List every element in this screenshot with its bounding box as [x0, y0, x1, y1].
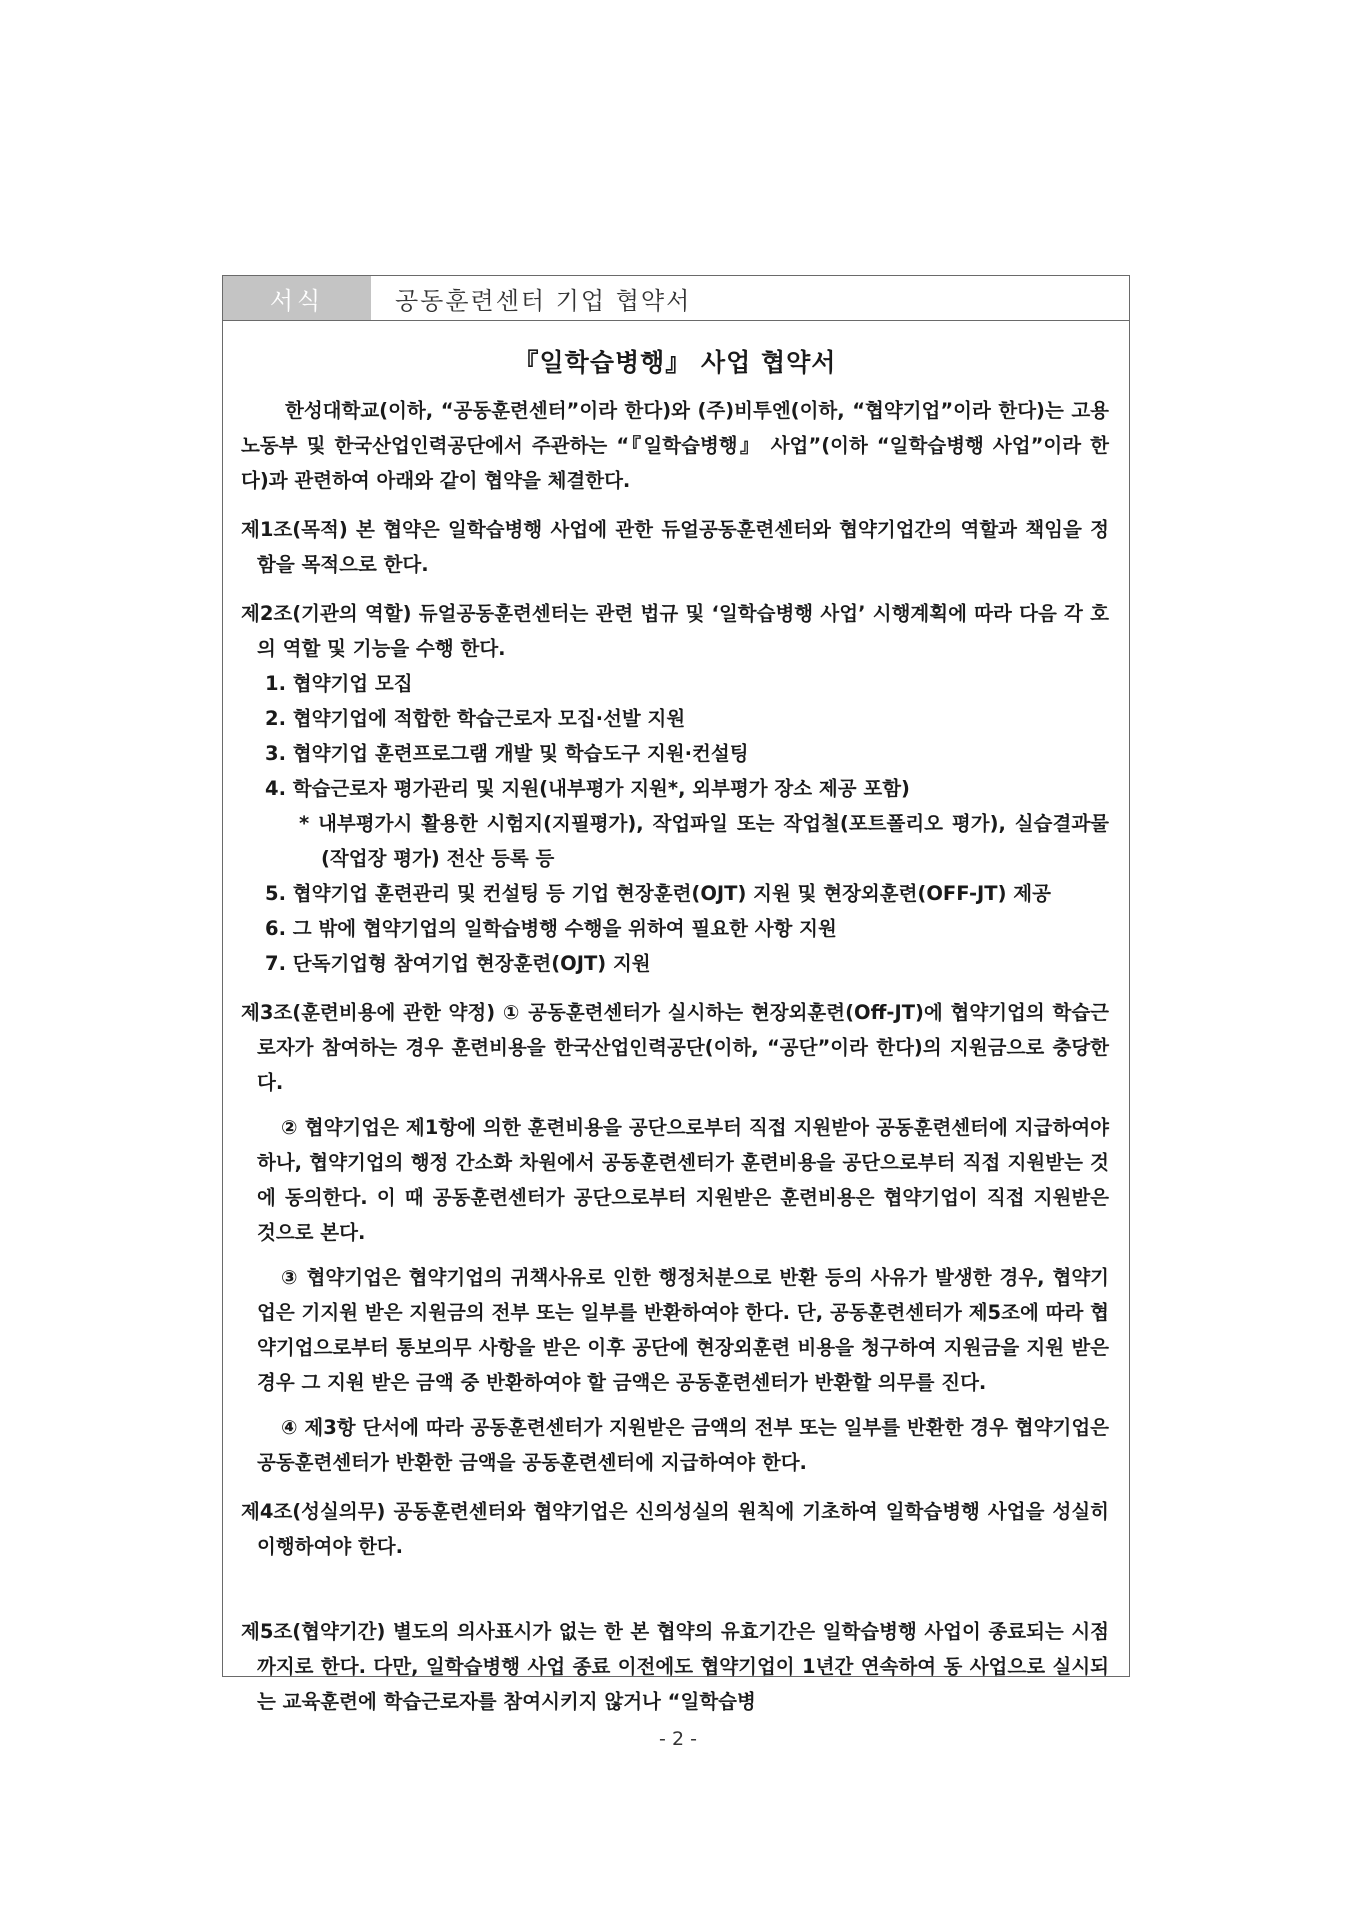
intro-paragraph: 한성대학교(이하, “공동훈련센터”이라 한다)와 (주)비투엔(이하, “협약기업”이라 한다)는 고용노동부 및 한국산업인력공단에서 주관하는 “『일학습병행』 사업”(이하 “일학습병행 사업”이라 한다)과 관련하여 아래와 같이 협약을 체결한다.: [241, 399, 1109, 492]
list-item: 4. 학습근로자 평가관리 및 지원(내부평가 지원*, 외부평가 장소 제공 포함): [265, 777, 910, 800]
article-1: 제1조(목적) 본 협약은 일학습병행 사업에 관한 듀얼공동훈련센터와 협약기업간의 역할과 책임을 정함을 목적으로 한다.: [241, 518, 1109, 576]
list-item: 6. 그 밖에 협약기업의 일학습병행 수행을 위하여 필요한 사항 지원: [265, 917, 837, 940]
article-3-clause-4: ④ 제3항 단서에 따라 공동훈련센터가 지원받은 금액의 전부 또는 일부를 반환한 경우 협약기업은 공동훈련센터가 반환한 금액을 공동훈련센터에 지급하여야 한다.: [257, 1416, 1109, 1474]
document-frame: [222, 275, 1130, 1713]
list-item: 1. 협약기업 모집: [265, 672, 413, 695]
form-title: 공동훈련센터 기업 협약서: [395, 286, 692, 315]
article-3-clause-3: ③ 협약기업은 협약기업의 귀책사유로 인한 행정처분으로 반환 등의 사유가 발생한 경우, 협약기업은 기지원 받은 지원금의 전부 또는 일부를 반환하여야 한다. 단, 공동훈련센터가 제5조에 따라 협약기업으로부터 통보의무 사항을 받은 이후 공단에 현장외훈련 비용을 청구하여 지원금을 지원 받은 경우 그 지원 받은 금액 중 반환하여야 할 금액은 공동훈련센터가 반환할 의무를 진다.: [257, 1266, 1109, 1394]
article-5: 제5조(협약기간) 별도의 의사표시가 없는 한 본 협약의 유효기간은 일학습병행 사업이 종료되는 시점까지로 한다. 다만, 일학습병행 사업 종료 이전에도 협약기업이 1년간 연속하여 동 사업으로 실시되는 교육훈련에 학습근로자를 참여시키지 않거나 “일학습병: [241, 1620, 1109, 1713]
article-4: 제4조(성실의무) 공동훈련센터와 협약기업은 신의성실의 원칙에 기초하여 일학습병행 사업을 성실히 이행하여야 한다.: [241, 1500, 1109, 1558]
article-3-clause-2: ② 협약기업은 제1항에 의한 훈련비용을 공단으로부터 직접 지원받아 공동훈련센터에 지급하여야 하나, 협약기업의 행정 간소화 차원에서 공동훈련센터가 훈련비용을 공단으로부터 직접 지원받는 것에 동의한다. 이 때 공동훈련센터가 공단으로부터 지원받은 훈련비용은 협약기업이 직접 지원받은 것으로 본다.: [257, 1116, 1109, 1244]
form-header: [223, 276, 1129, 321]
list-item: 3. 협약기업 훈련프로그램 개발 및 학습도구 지원·컨설팅: [265, 742, 749, 765]
list-item: 2. 협약기업에 적합한 학습근로자 모집·선발 지원: [265, 707, 686, 730]
list-note: * 내부평가시 활용한 시험지(지필평가), 작업파일 또는 작업철(포트폴리오 평가), 실습결과물(작업장 평가) 전산 등록 등: [299, 812, 1109, 870]
spacer: [241, 1564, 1109, 1600]
agreement-title: 『일학습병행』 사업 협약서: [513, 348, 837, 377]
article-3: 제3조(훈련비용에 관한 약정) ① 공동훈련센터가 실시하는 현장외훈련(Off-JT)에 협약기업의 학습근로자가 참여하는 경우 훈련비용을 한국산업인력공단(이하, “공단”이라 한다)의 지원금으로 충당한다.: [241, 1001, 1109, 1094]
page-number: - 2 -: [659, 1728, 697, 1750]
article-2: 제2조(기관의 역할) 듀얼공동훈련센터는 관련 법규 및 ‘일학습병행 사업’ 시행계획에 따라 다음 각 호의 역할 및 기능을 수행 한다.: [241, 602, 1109, 660]
list-item: 5. 협약기업 훈련관리 및 컨설팅 등 기업 현장훈련(OJT) 지원 및 현장외훈련(OFF-JT) 제공: [265, 882, 1051, 905]
list-item: 7. 단독기업형 참여기업 현장훈련(OJT) 지원: [265, 952, 651, 975]
document-body: [223, 321, 1129, 1719]
form-tag: 서식: [223, 276, 371, 320]
